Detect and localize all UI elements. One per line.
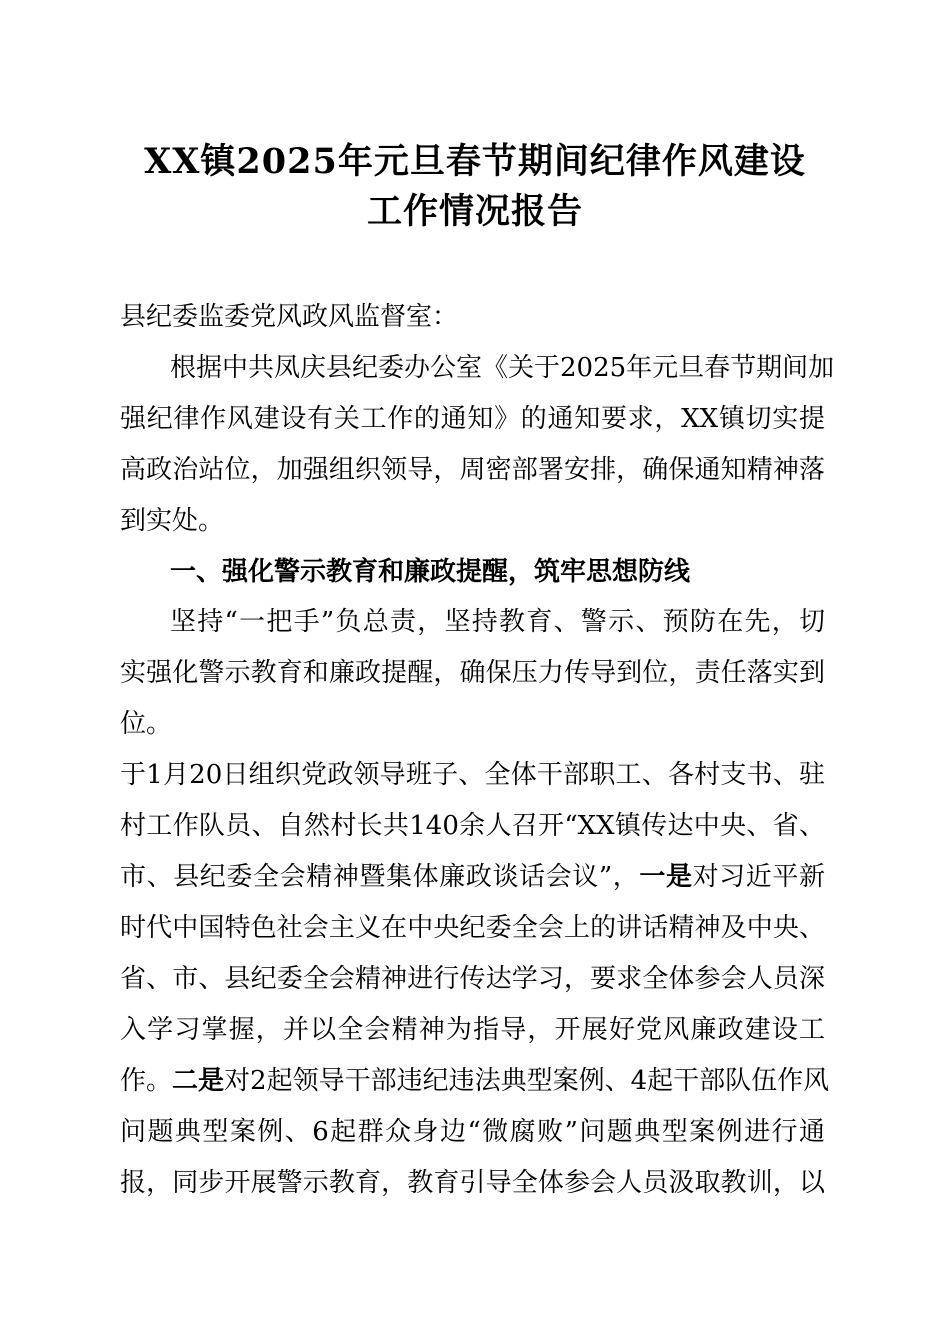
paragraph-1-line: 到实处。 [120, 506, 225, 536]
paragraph-3-line: 报，同步开展警示教育，教育引导全体参会人员汲取教训，以 [120, 1168, 825, 1198]
paragraph-2-line: 坚持“一把手”负总责，坚持教育、警示、预防在先，切 [170, 607, 825, 637]
paragraph-1-line: 根据中共凤庆县纪委办公室《关于2025年元旦春节期间加 [170, 353, 835, 383]
paragraph-3-line: 于1月20日组织党政领导班子、全体干部职工、各村支书、驻 [120, 760, 825, 790]
paragraph-3-line: 入学习掌握，并以全会精神为指导，开展好党风廉政建设工 [120, 1015, 825, 1045]
paragraph-1-line: 强纪律作风建设有关工作的通知》的通知要求，XX镇切实提 [120, 404, 825, 434]
paragraph-3-line: 问题典型案例、6起群众身边“微腐败”问题典型案例进行通 [120, 1117, 825, 1147]
paragraph-3-line: 村工作队员、自然村长共140余人召开“XX镇传达中央、省、 [120, 811, 825, 841]
paragraph-3-line: 时代中国特色社会主义在中央纪委全会上的讲话精神及中央、 [120, 913, 825, 943]
text-run: 对习近平新 [692, 862, 825, 892]
text-run: 市、县纪委全会精神暨集体廉政谈话会议”， [120, 862, 640, 892]
emphasis-second: 二是 [172, 1066, 225, 1096]
text-run: 对2起领导干部违纪违法典型案例、4起干部队伍作风 [224, 1066, 830, 1096]
paragraph-2-line: 实强化警示教育和廉政提醒，确保压力传导到位，责任落实到 [120, 658, 825, 688]
paragraph-3-line: 省、市、县纪委全会精神进行传达学习，要求全体参会人员深 [120, 964, 825, 994]
text-run: 作。 [120, 1066, 173, 1096]
paragraph-2-line: 位。 [120, 709, 173, 739]
document-title-line-2: 工作情况报告 [366, 191, 583, 232]
section-heading-1: 一、强化警示教育和廉政提醒，筑牢思想防线 [170, 557, 691, 587]
paragraph-3-line [120, 860, 825, 894]
salutation: 县纪委监委党风政风监督室： [120, 302, 459, 332]
paragraph-1-line: 高政治站位，加强组织领导，周密部署安排，确保通知精神落 [120, 455, 825, 485]
document-title-line-1: XX镇2025年元旦春节期间纪律作风建设 [144, 141, 806, 182]
paragraph-3-line [120, 1064, 830, 1098]
emphasis-first: 一是 [639, 862, 693, 892]
